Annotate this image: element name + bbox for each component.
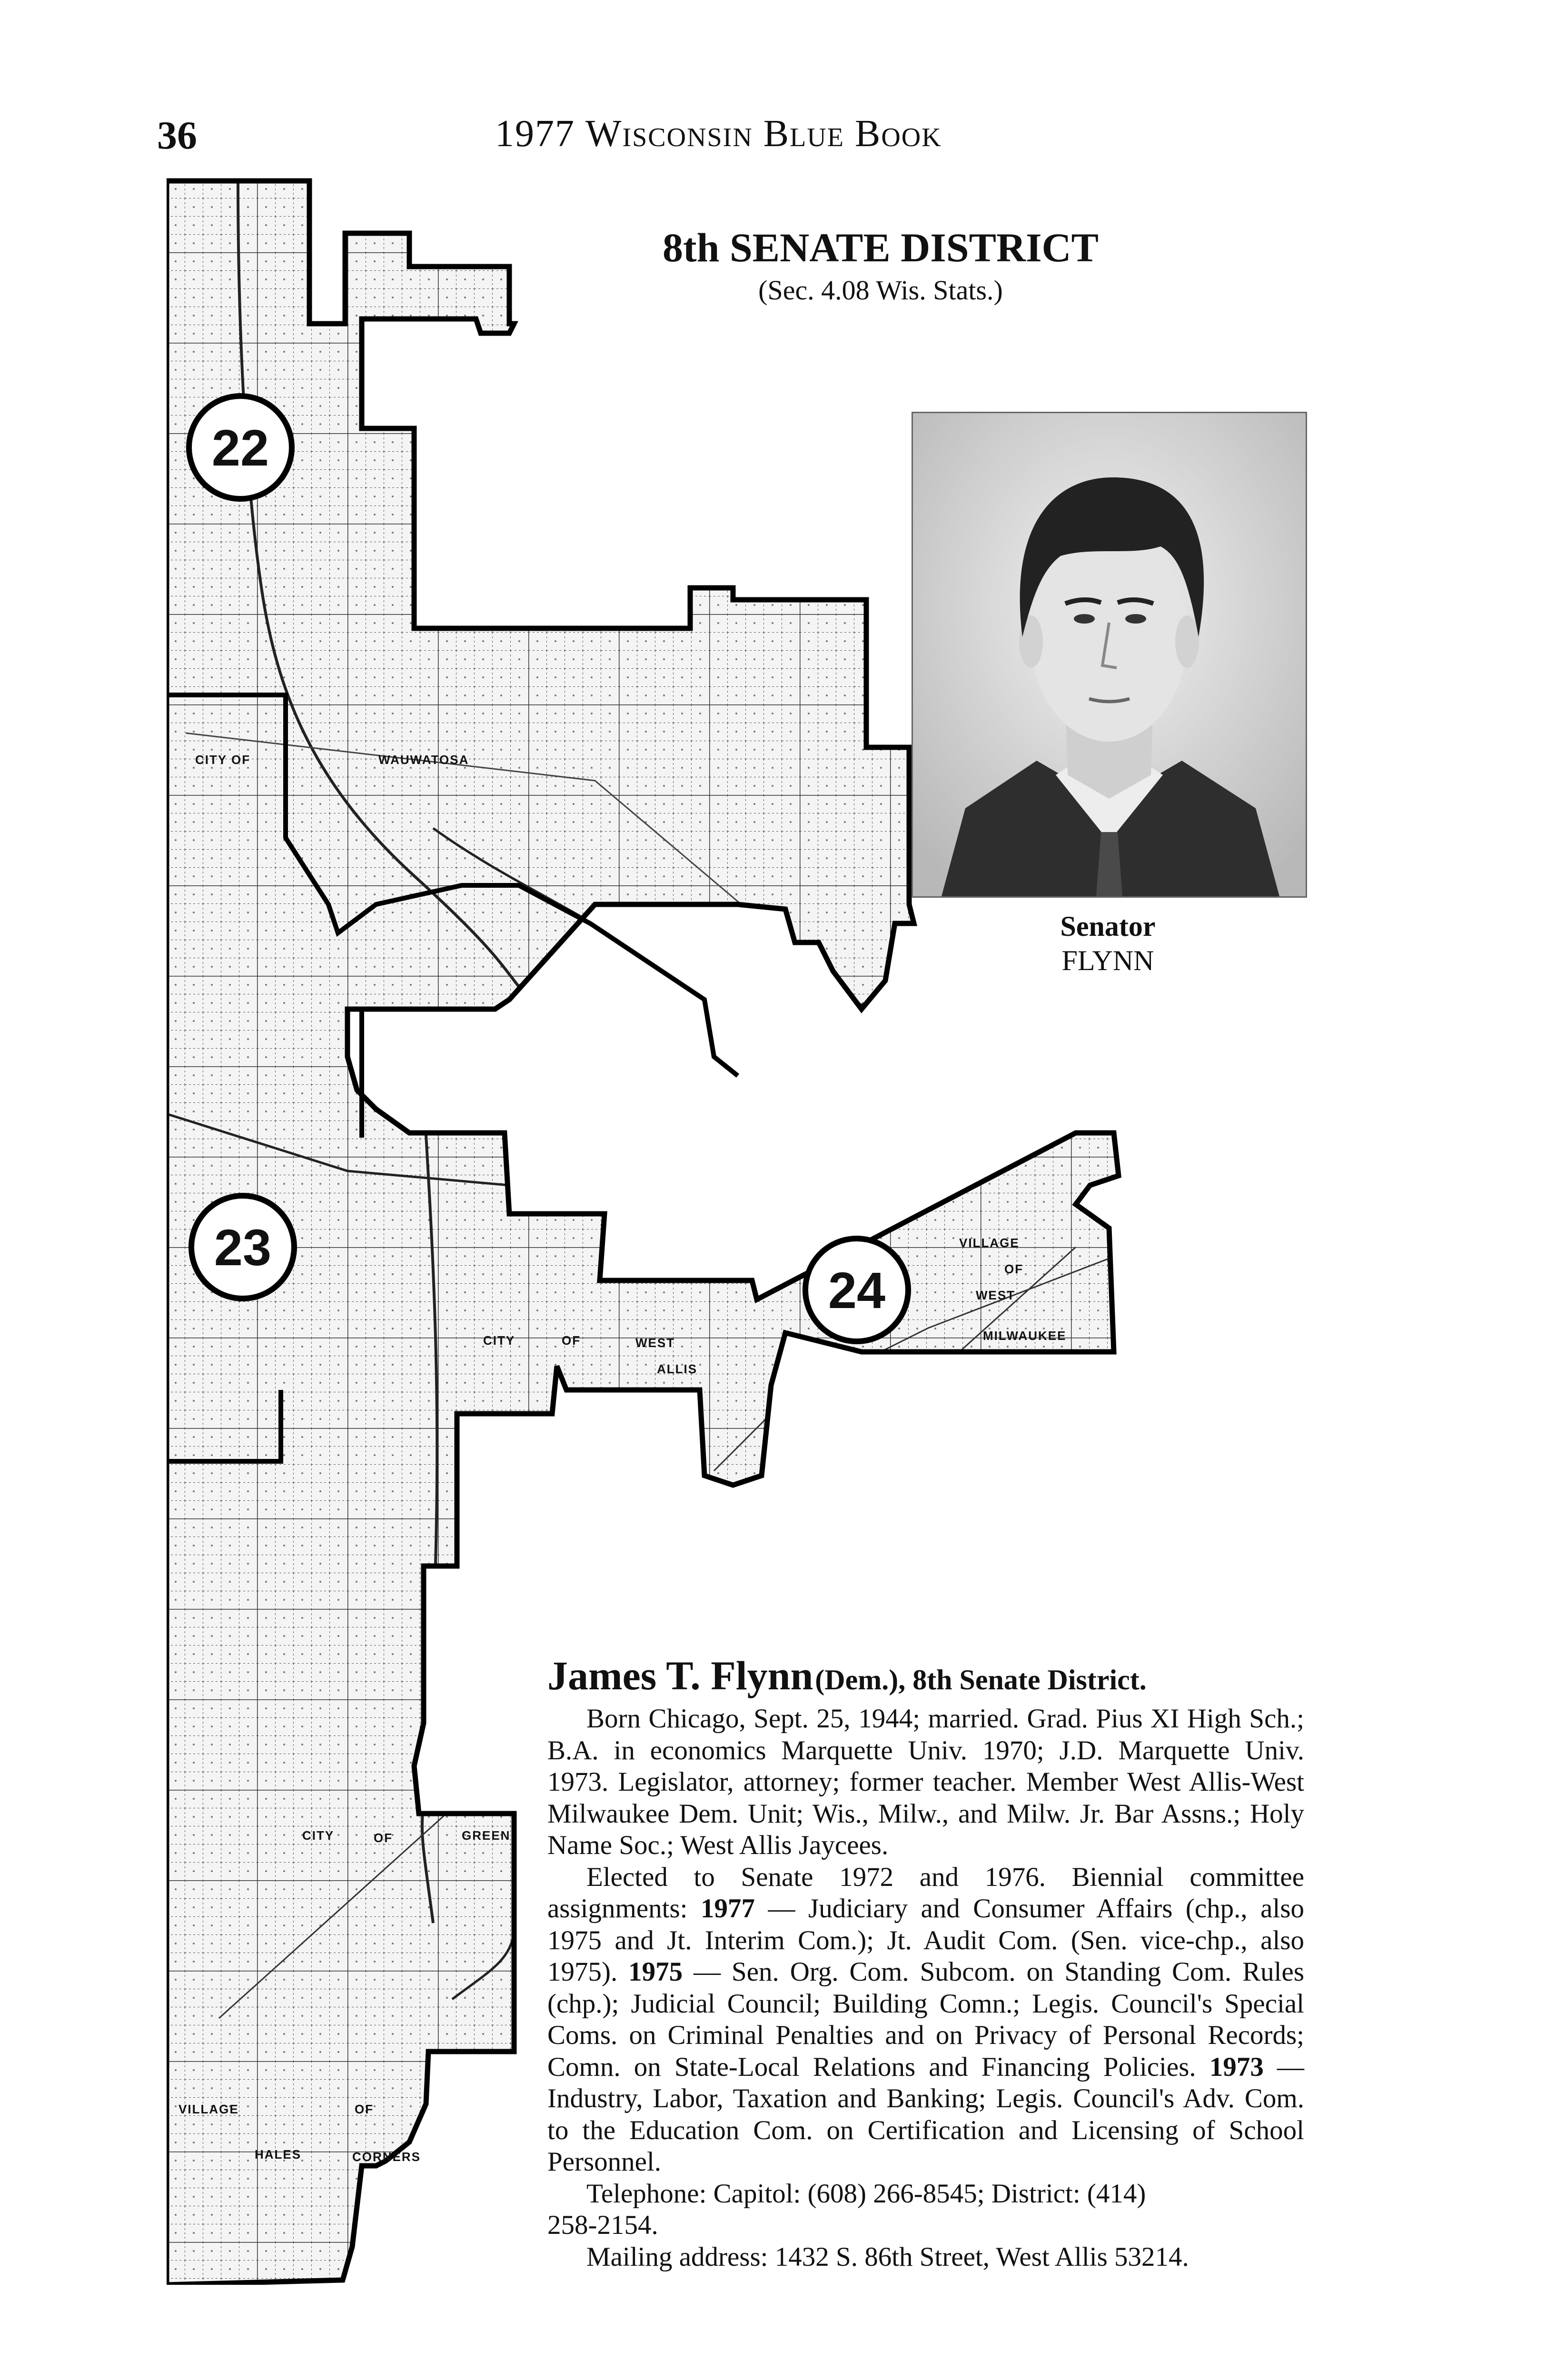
label-west-allis-4: ALLIS: [657, 1362, 698, 1376]
bio-committees-1975: — Sen. Org. Com. Subcom. on Standing Com. Rules (chp.); Judicial Council; Building Comn.; Legis. Council's Special Coms. on Criminal Penalties and on Privacy of Personal Records; Comn. on State-Local Relations and Financing Policies.: [547, 1957, 1305, 2082]
portrait-drawing: [913, 413, 1306, 896]
label-wauwatosa-right: WAUWATOSA: [378, 753, 469, 767]
senator-name: James T. Flynn: [547, 1653, 813, 1698]
bio-committees-intro: Elected to Senate 1972 and 1976. Biennial committee assignments:: [547, 1862, 1304, 1924]
assembly-district-23-badge: [191, 1196, 294, 1299]
bio-paragraph-personal: Born Chicago, Sept. 25, 1944; married. Grad. Pius XI High Sch.; B.A. in economics Marquette Univ. 1970; J.D. Marquette Univ. 1973. Legislator, attorney; former teacher. Member West Allis-West Milwaukee Dem. Unit; Wis., Milw., and Milw. Jr. Bar Assns.; Holy Name Soc.; West Allis Jaycees.: [547, 1704, 1304, 1860]
label-west-allis-3: WEST: [635, 1336, 675, 1350]
portrait-caption: [912, 909, 1304, 978]
senator-party: (Dem.): [815, 1664, 899, 1696]
label-greenfield-2: OF: [374, 1831, 393, 1845]
label-hales-1: HALES: [255, 2147, 302, 2162]
page-number: 36: [157, 113, 197, 158]
label-west-allis-2: OF: [562, 1333, 581, 1348]
caption-rank: Senator: [1060, 911, 1156, 942]
label-west-allis-1: CITY: [483, 1333, 515, 1348]
assembly-district-23-label: 23: [214, 1219, 272, 1276]
district-title: 8th SENATE DISTRICT: [662, 225, 1099, 270]
caption-name: FLYNN: [1061, 945, 1154, 976]
assembly-district-22-badge: [189, 396, 292, 499]
label-west-milwaukee-4: MILWAUKEE: [983, 1329, 1067, 1343]
running-head: [495, 112, 942, 156]
assembly-district-22-label: 22: [211, 419, 269, 476]
bio-committees-1977: — Judiciary and Consumer Affairs (chp., also 1975 and Jt. Interim Com.); Jt. Audit Com. (Sen. vice-chp., also 1975).: [547, 1894, 1304, 1987]
bio-year-1975: 1975: [628, 1957, 683, 1987]
bio-paragraph-committees: [547, 1862, 1304, 2178]
district-statute: (Sec. 4.08 Wis. Stats.): [758, 275, 1003, 306]
bio-telephone-continued: 258-2154.: [547, 2210, 658, 2240]
label-wauwatosa-left: CITY OF: [195, 753, 251, 767]
senator-portrait: [912, 412, 1307, 898]
running-head-title: Wisconsin Blue Book: [585, 113, 942, 155]
bio-year-1977: 1977: [701, 1894, 755, 1924]
label-hales-2: CORNERS: [352, 2150, 421, 2164]
label-greendale-1: VILLAGE: [178, 2102, 239, 2116]
bio-mailing-address: Mailing address: 1432 S. 86th Street, West Allis 53214.: [586, 2241, 1189, 2272]
assembly-district-24-label: 24: [828, 1261, 886, 1319]
bio-year-1973: 1973: [1209, 2052, 1264, 2082]
bio-heading: [547, 1652, 1318, 1699]
senator-district: , 8th Senate District.: [898, 1664, 1147, 1696]
bio-telephone: Telephone: Capitol: (608) 266-8545; District: (414): [586, 2178, 1146, 2209]
biography-text: [547, 1703, 1304, 2273]
bio-committees-1973: — Industry, Labor, Taxation and Banking; Legis. Council's Adv. Com. to the Education Com. on Certification and Licensing of School Personnel.: [547, 2052, 1304, 2177]
label-greendale-2: OF: [355, 2102, 374, 2116]
assembly-district-24-badge: [805, 1239, 908, 1341]
label-west-milwaukee-3: WEST: [976, 1288, 1016, 1302]
label-greenfield-1: CITY: [302, 1828, 335, 1843]
label-west-milwaukee-2: OF: [1004, 1262, 1024, 1276]
label-west-milwaukee-1: VILLAGE: [959, 1236, 1020, 1250]
running-head-year: 1977: [495, 113, 575, 155]
label-greenfield-3: GREEN: [462, 1828, 511, 1843]
